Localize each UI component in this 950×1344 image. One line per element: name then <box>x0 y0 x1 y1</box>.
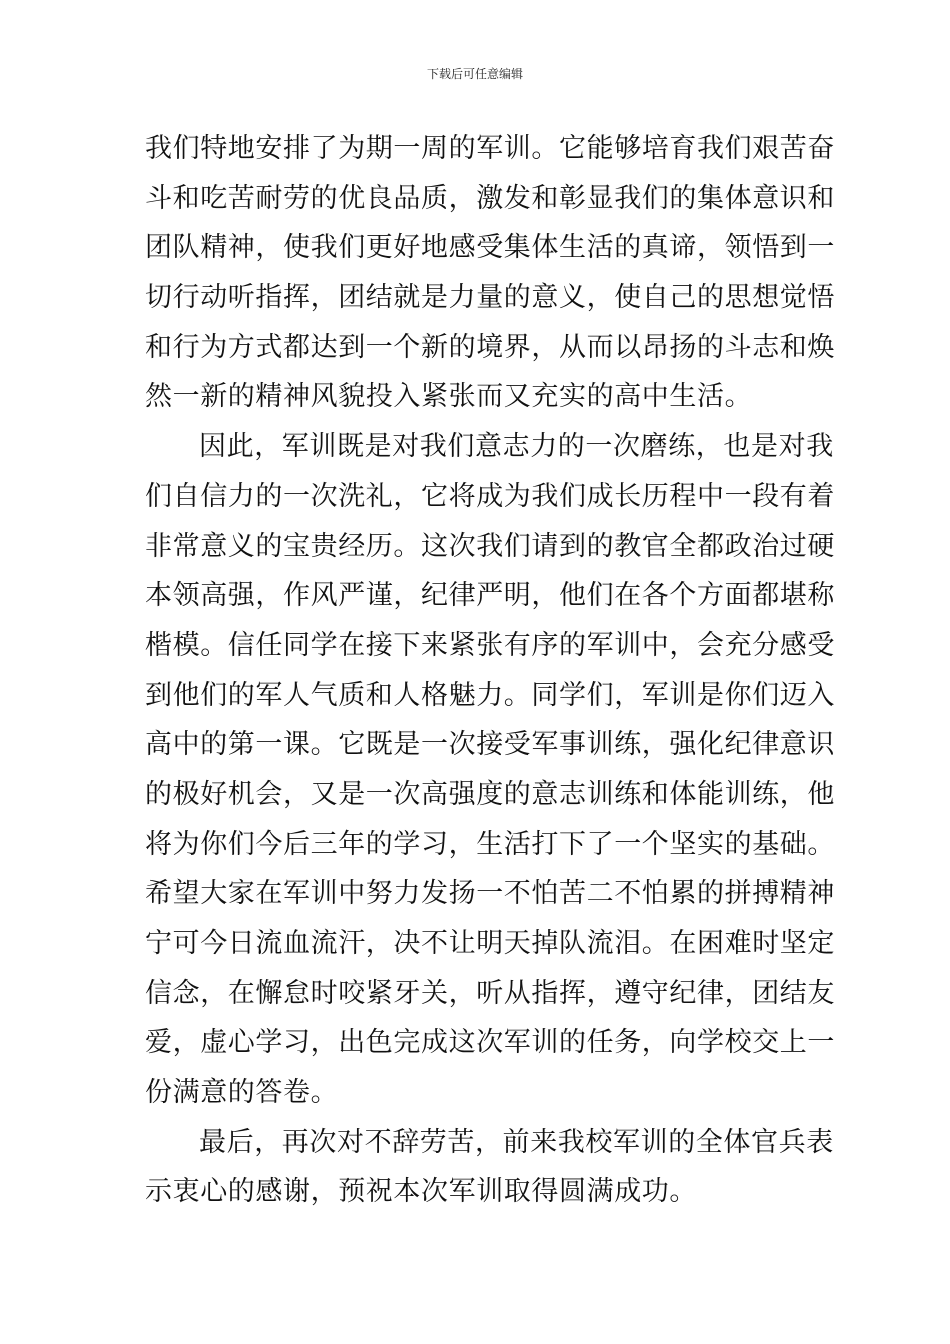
text-line: 然一新的精神风貌投入紧张而又充实的高中生活。 <box>145 381 753 413</box>
text-line: 我们特地安排了为期一周的军训。它能够培育我们艰苦奋 <box>145 133 835 164</box>
text-line: 信念，在懈怠时咬紧牙关，听从指挥，遵守纪律，团结友 <box>145 977 835 1009</box>
text-line: 宁可今日流血流汗，决不让明天掉队流泪。在困难时坚定 <box>145 928 835 959</box>
text-line: 们自信力的一次洗礼，它将成为我们成长历程中一段有着 <box>145 480 835 512</box>
text-line: 楷模。信任同学在接下来紧张有序的军训中，会充分感受 <box>145 629 835 661</box>
text-line: 高中的第一课。它既是一次接受军事训练，强化纪律意识 <box>145 729 835 761</box>
text-line: 本领高强，作风严谨，纪律严明，他们在各个方面都堪称 <box>145 580 835 612</box>
text-line: 非常意义的宝贵经历。这次我们请到的教官全都政治过硬 <box>145 530 835 562</box>
text-line: 斗和吃苦耐劳的优良品质，激发和彰显我们的集体意识和 <box>145 182 835 214</box>
text-line: 团队精神，使我们更好地感受集体生活的真谛，领悟到一 <box>145 232 835 264</box>
body-text <box>145 124 835 1217</box>
paragraph-start-line: 因此，军训既是对我们意志力的一次磨练，也是对我 <box>199 431 834 463</box>
text-line: 和行为方式都达到一个新的境界，从而以昂扬的斗志和焕 <box>145 331 835 363</box>
text-line: 份满意的答卷。 <box>145 1077 339 1109</box>
text-line: 将为你们今后三年的学习，生活打下了一个坚实的基础。 <box>145 828 835 860</box>
paragraph-start-line: 最后，再次对不辞劳苦，前来我校军训的全体官兵表 <box>199 1126 834 1158</box>
text-line: 希望大家在军训中努力发扬一不怕苦二不怕累的拼搏精神 <box>145 878 835 910</box>
text-line: 爱，虚心学习，出色完成这次军训的任务，向学校交上一 <box>145 1027 835 1059</box>
text-line: 示衷心的感谢，预祝本次军训取得圆满成功。 <box>145 1176 697 1208</box>
text-line: 切行动听指挥，团结就是力量的意义，使自己的思想觉悟 <box>145 282 835 314</box>
page-header: 下载后可任意编辑 <box>426 67 523 81</box>
text-line: 的极好机会，又是一次高强度的意志训练和体能训练，他 <box>145 778 835 810</box>
text-line: 到他们的军人气质和人格魅力。同学们，军训是你们迈入 <box>145 679 835 711</box>
